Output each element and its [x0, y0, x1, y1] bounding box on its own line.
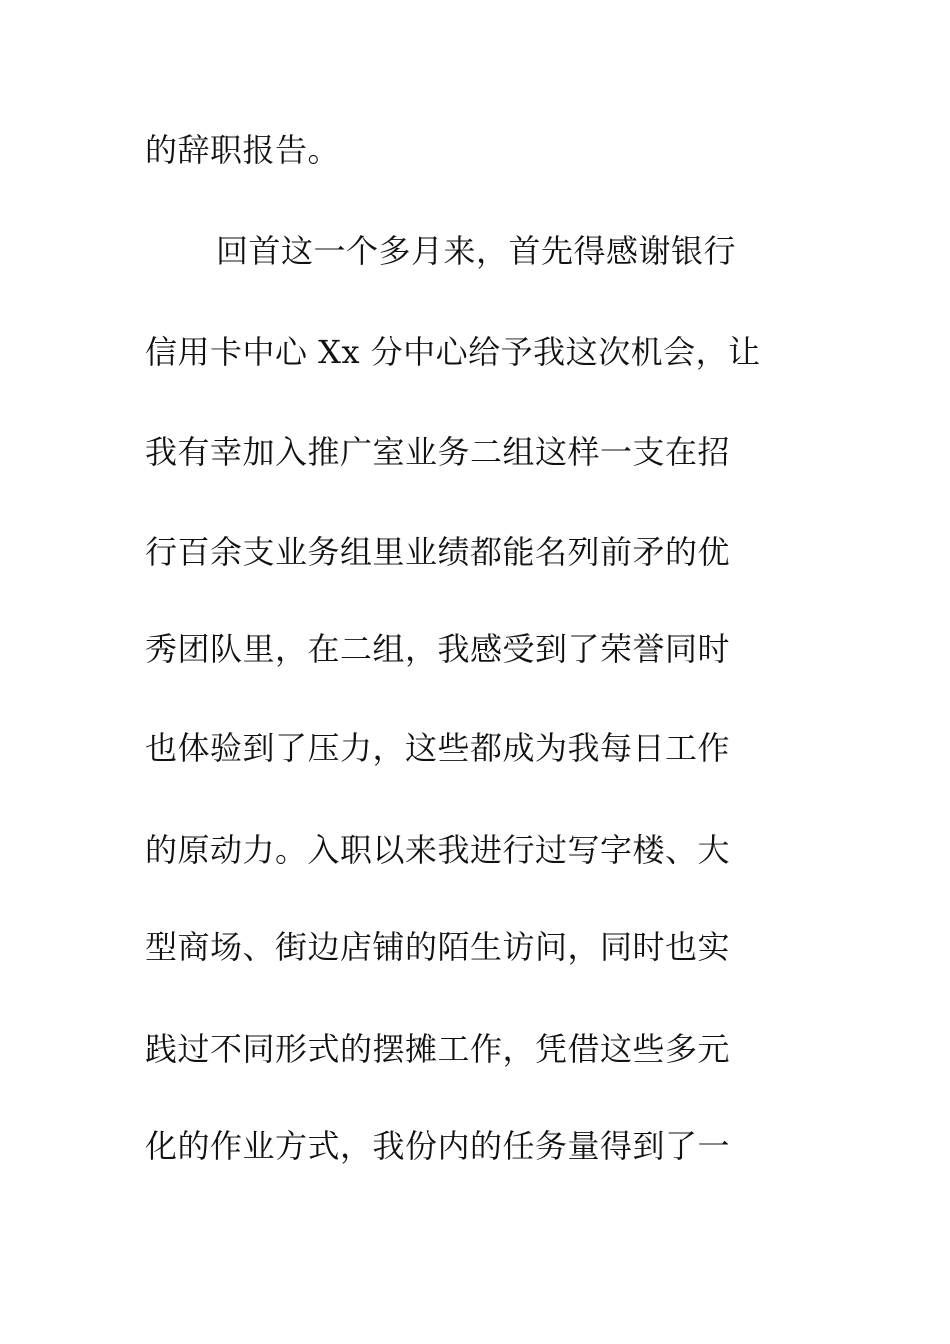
- text-line-6: 秀团队里，在二组，我感受到了荣誉同时: [145, 630, 731, 668]
- text-line-3: 信用卡中心 Xx 分中心给予我这次机会，让: [145, 333, 761, 371]
- text-line-7: 也体验到了压力，这些都成为我每日工作: [145, 729, 731, 767]
- text-line-8: 的原动力。入职以来我进行过写字楼、大: [145, 831, 731, 869]
- text-line-5: 行百余支业务组里业绩都能名列前矛的优: [145, 533, 731, 571]
- text-line-9: 型商场、街边店铺的陌生访问，同时也实: [145, 928, 731, 966]
- text-line-4: 我有幸加入推广室业务二组这样一支在招: [145, 433, 731, 471]
- text-line-1: 的辞职报告。: [145, 131, 341, 169]
- text-line-10: 践过不同形式的摆摊工作，凭借这些多元: [145, 1030, 731, 1068]
- text-line-11: 化的作业方式，我份内的任务量得到了一: [145, 1127, 731, 1165]
- paragraph-start-line: 回首这一个多月来，首先得感谢银行: [216, 232, 737, 270]
